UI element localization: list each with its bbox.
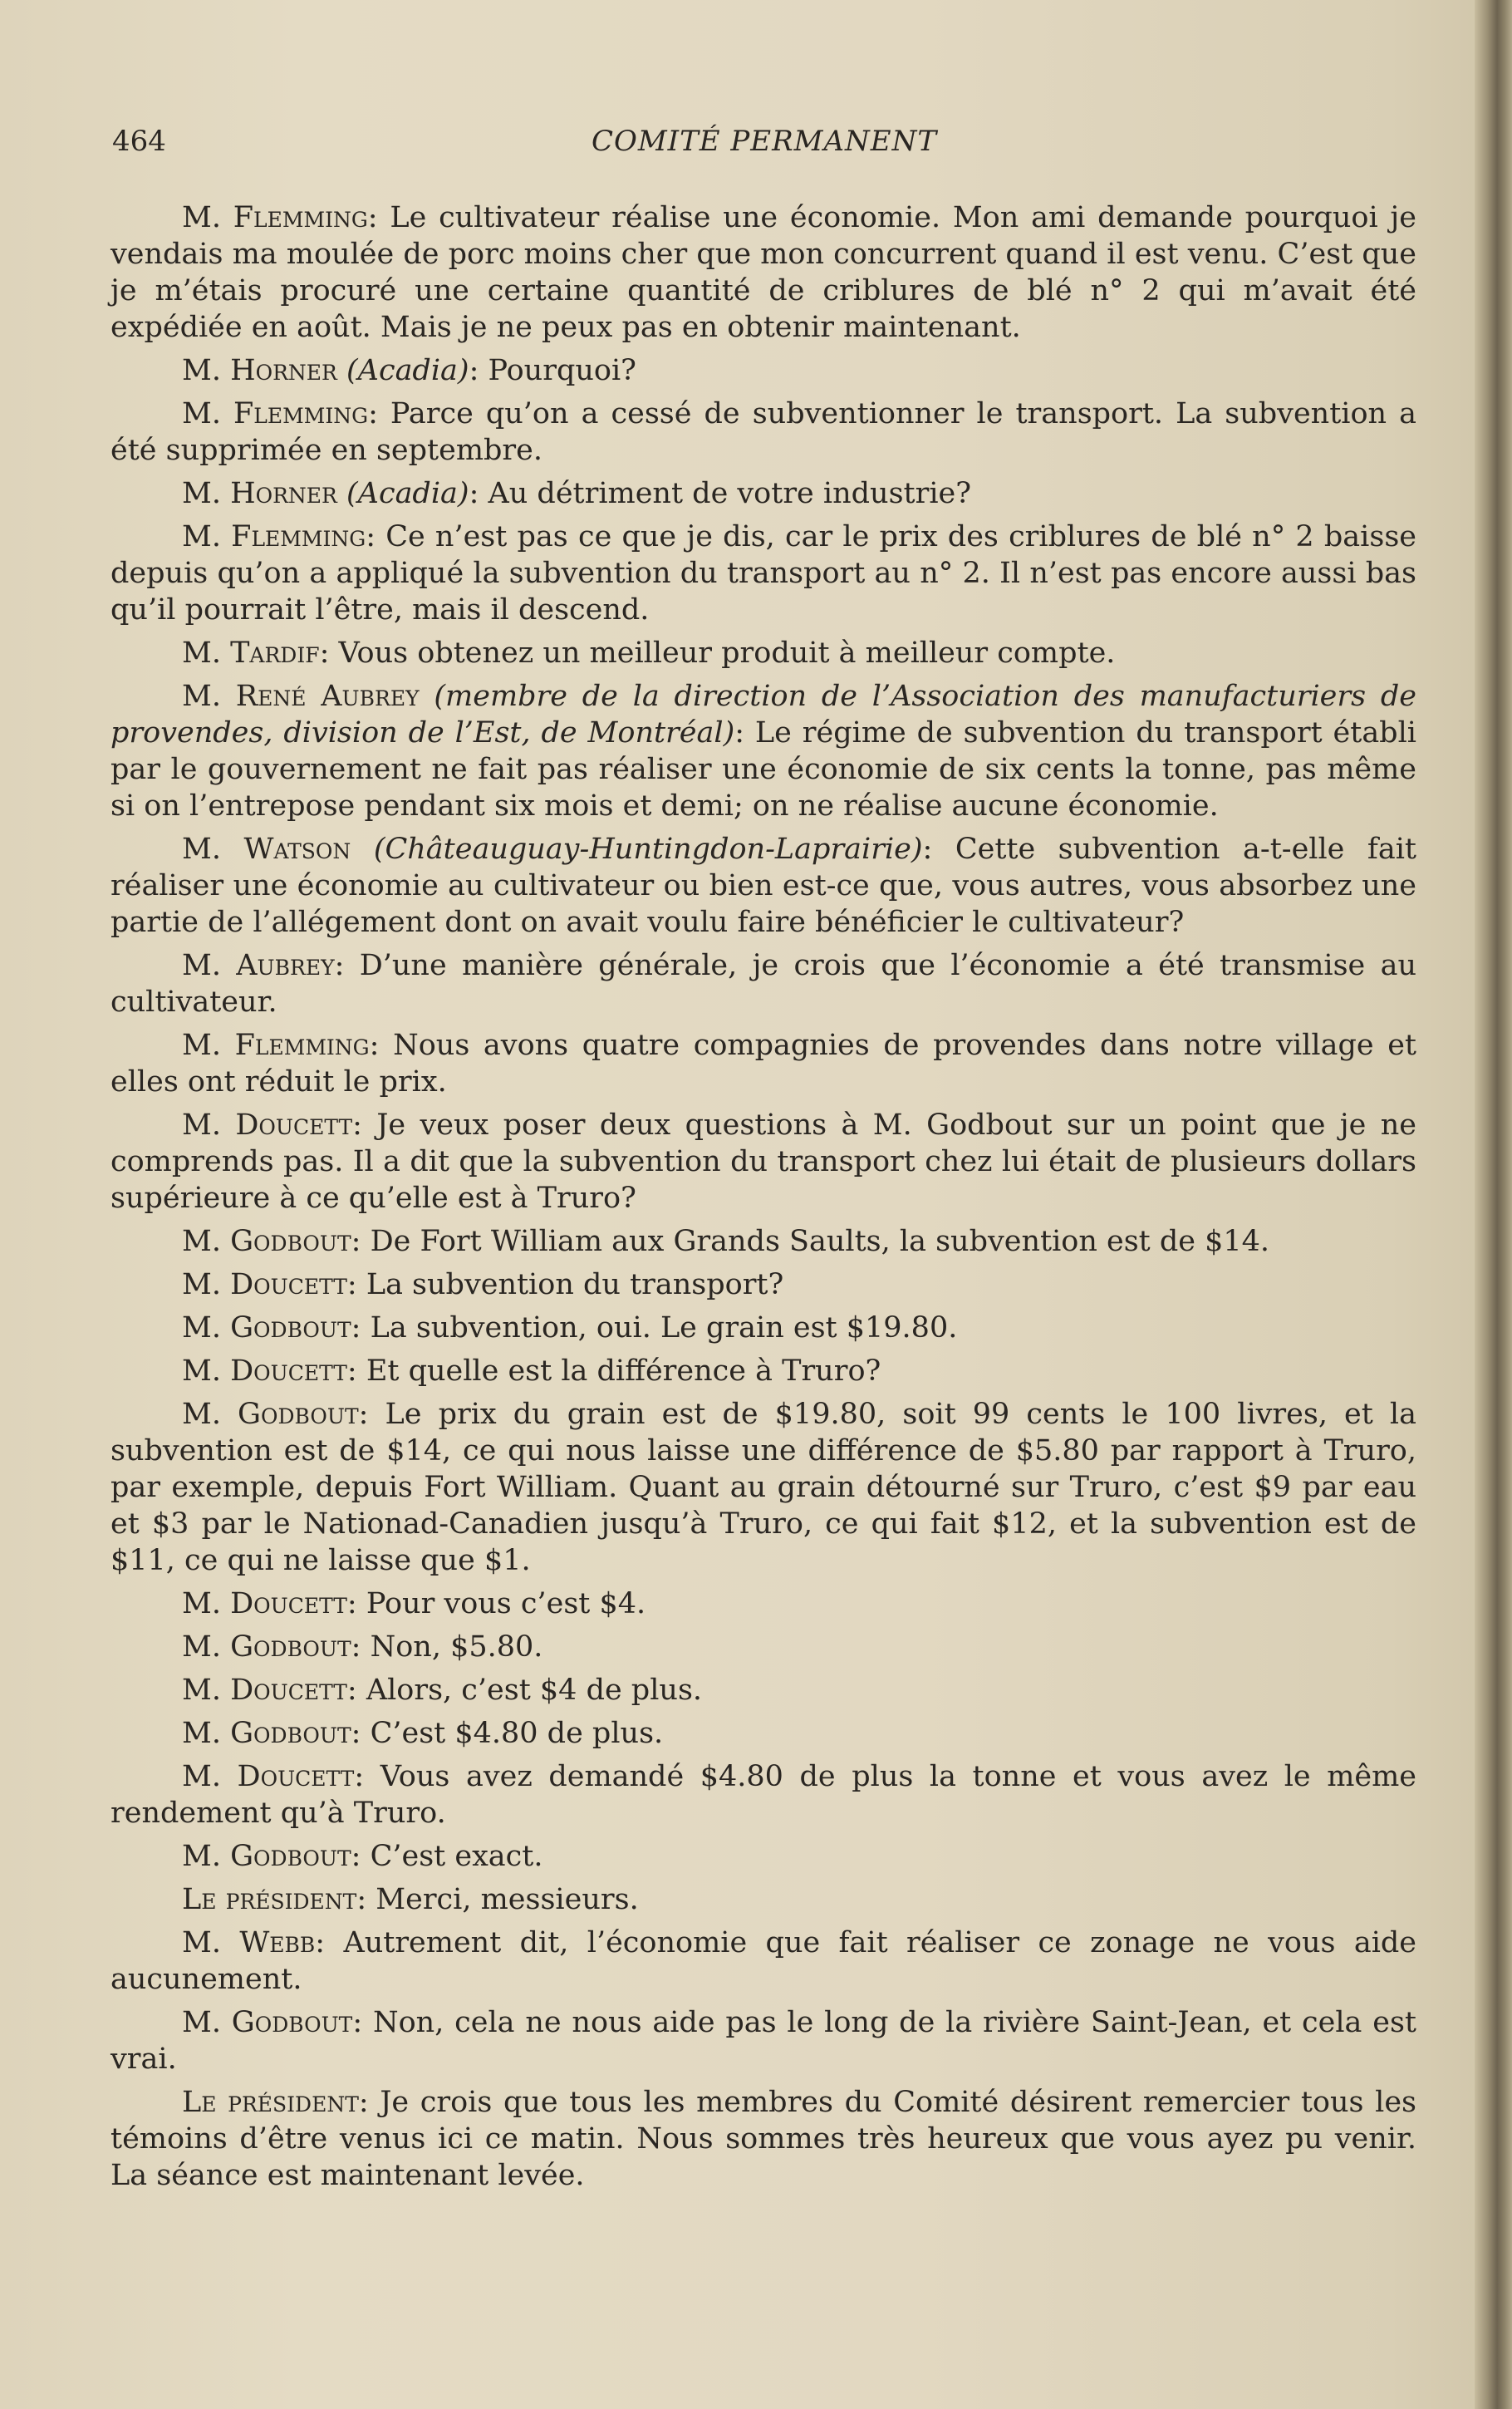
speaker-name: M. Doucett (182, 1268, 347, 1301)
paragraph (110, 1107, 1416, 1217)
speaker-affiliation: (Acadia) (346, 477, 469, 510)
speaker-affiliation: (membre de la direction de l’Association des manufacturiers de provendes, division de l’Est, de Montréal) (110, 680, 1416, 750)
speaker-name: Le président (182, 1883, 357, 1916)
paragraph-text: : Le prix du grain est de $19.80, soit 99 cents le 100 livres, et la subvention est de $14, ce qui nous laisse une différence de $5.80 par rapport à Truro, par exemple, depuis Fort William. Quant au grain détourné sur Truro, c’est $9 par eau et $3 par le Nationad-Canadien jusqu’à Truro, ce qui fait $12, et la subvention est de $11, ce qui ne laisse que $1. (110, 1398, 1416, 1577)
paragraph (110, 1838, 1416, 1875)
paragraph (110, 1396, 1416, 1579)
paragraph (110, 635, 1416, 671)
paragraph (110, 1715, 1416, 1752)
paragraph (110, 519, 1416, 628)
speaker-name: M. Horner (182, 477, 337, 510)
speaker-name: M. Flemming (182, 1029, 370, 1062)
paragraph (110, 1629, 1416, 1665)
paragraph-text: : C’est exact. (351, 1840, 543, 1873)
speaker-name: M. Tardif (182, 637, 320, 670)
paragraph-text: : Alors, c’est $4 de plus. (346, 1674, 703, 1707)
speaker-name: M. Flemming (182, 397, 369, 430)
paragraph-text: : Je veux poser deux questions à M. Godbout sur un point que je ne comprends pas. Il a dit que la subvention du transport chez lui était de plusieurs dollars supérieure à ce qu’elle est à Truro? (110, 1109, 1417, 1215)
speaker-name: M. Webb (182, 1926, 316, 1959)
paragraph-text: : Nous avons quatre compagnies de provendes dans notre village et elles ont réduit le prix. (110, 1029, 1416, 1099)
paragraph (110, 2004, 1416, 2077)
paragraph-text: : Vous avez demandé $4.80 de plus la tonne et vous avez le même rendement qu’à Truro. (110, 1760, 1417, 1830)
paragraph (110, 678, 1416, 824)
paragraph-text: : Merci, messieurs. (356, 1883, 639, 1916)
paragraph (110, 1881, 1416, 1918)
transcript-body (110, 199, 1416, 2200)
paragraph-text: : Pourquoi? (469, 354, 636, 387)
paragraph (110, 396, 1416, 469)
paragraph (110, 1672, 1416, 1708)
paragraph-text: : Pour vous c’est $4. (346, 1587, 646, 1620)
paragraph-text: : La subvention, oui. Le grain est $19.80. (351, 1311, 958, 1345)
paragraph (110, 2084, 1416, 2194)
speaker-name: Le président (182, 2086, 359, 2119)
speaker-name: M. Flemming (182, 201, 368, 234)
page-header (112, 125, 1416, 166)
paragraph (110, 831, 1416, 941)
paragraph (110, 1586, 1416, 1622)
paragraph (110, 1223, 1416, 1260)
paragraph (110, 1266, 1416, 1303)
speaker-name: M. René Aubrey (182, 680, 420, 713)
speaker-name: M. Doucett (182, 1109, 353, 1142)
running-title: COMITÉ PERMANENT (591, 125, 938, 158)
speaker-name: M. Godbout (182, 1630, 351, 1664)
paragraph-text: : Ce n’est pas ce que je dis, car le prix des criblures de blé n° 2 baisse depuis qu’on a appliqué la subvention du transport au n° 2. Il n’est pas encore aussi bas qu’il pourrait l’être, mais il descend. (110, 520, 1416, 627)
paragraph-text: : Parce qu’on a cessé de subventionner le transport. La subvention a été supprimée en septembre. (110, 397, 1416, 467)
paragraph (110, 1758, 1416, 1831)
speaker-affiliation: (Châteauguay-Huntingdon-Laprairie) (373, 833, 923, 866)
paragraph (110, 475, 1416, 512)
paragraph-text: : Le régime de subvention du transport établi par le gouvernement ne fait pas réaliser une économie de six cents la tonne, pas même si on l’entrepose pendant six mois et demi; on ne réalise aucune économie. (110, 716, 1416, 823)
paragraph-text: : Non, cela ne nous aide pas le long de la rivière Saint-Jean, et cela est vrai. (110, 2006, 1416, 2076)
speaker-affiliation: (Acadia) (346, 354, 469, 387)
paragraph (110, 1925, 1416, 1998)
speaker-name: M. Godbout (182, 1717, 351, 1750)
paragraph-text: : Au détriment de votre industrie? (469, 477, 971, 510)
speaker-name: M. Doucett (182, 1674, 347, 1707)
speaker-name: M. Horner (182, 354, 337, 387)
paragraph-text: : D’une manière générale, je crois que l’économie a été transmise au cultivateur. (110, 949, 1416, 1019)
page-number: 464 (112, 125, 166, 158)
paragraph-text: : De Fort William aux Grands Saults, la subvention est de $14. (351, 1225, 1270, 1258)
book-binding-edge (1475, 0, 1512, 2409)
paragraph-text: : Autrement dit, l’économie que fait réaliser ce zonage ne vous aide aucunement. (110, 1926, 1417, 1996)
paragraph-text: : Et quelle est la différence à Truro? (346, 1354, 881, 1388)
speaker-name: M. Doucett (182, 1587, 347, 1620)
speaker-name: M. Doucett (182, 1760, 355, 1793)
paragraph (110, 1027, 1416, 1100)
paragraph (110, 352, 1416, 389)
paragraph (110, 1353, 1416, 1389)
paragraph-text: : Non, $5.80. (351, 1630, 543, 1664)
paragraph-text: : Cette subvention a-t-elle fait réaliser une économie au cultivateur ou bien est-ce que, vous autres, vous absorbez une partie de l’allégement dont on avait voulu faire bénéficier le cultivateur? (110, 833, 1416, 939)
speaker-name: M. Godbout (182, 1311, 351, 1345)
paragraph-text: : Vous obtenez un meilleur produit à meilleur compte. (319, 637, 1116, 670)
speaker-name: M. Doucett (182, 1354, 347, 1388)
speaker-name: M. Godbout (182, 1225, 351, 1258)
speaker-name: M. Aubrey (182, 949, 335, 982)
speaker-name: M. Watson (182, 833, 351, 866)
paragraph-text: : La subvention du transport? (346, 1268, 784, 1301)
paragraph (110, 199, 1416, 346)
paragraph-text: : Le cultivateur réalise une économie. Mon ami demande pourquoi je vendais ma moulée de porc moins cher que mon concurrent quand il est venu. C’est que je m’étais procuré une certaine quantité de criblures de blé n° 2 qui m’avait été expédiée en août. Mais je ne peux pas en obtenir maintenant. (110, 201, 1416, 344)
speaker-name: M. Godbout (182, 1840, 351, 1873)
speaker-name: M. Godbout (182, 2006, 353, 2039)
speaker-name: M. Flemming (182, 520, 366, 553)
speaker-name: M. Godbout (182, 1398, 359, 1431)
paragraph-text: : Je crois que tous les membres du Comité désirent remercier tous les témoins d’être venus ici ce matin. Nous sommes très heureux que vous ayez pu venir. La séance est maintenant levée. (110, 2086, 1416, 2192)
paragraph (110, 947, 1416, 1020)
paragraph (110, 1310, 1416, 1346)
paragraph-text: : C’est $4.80 de plus. (351, 1717, 664, 1750)
